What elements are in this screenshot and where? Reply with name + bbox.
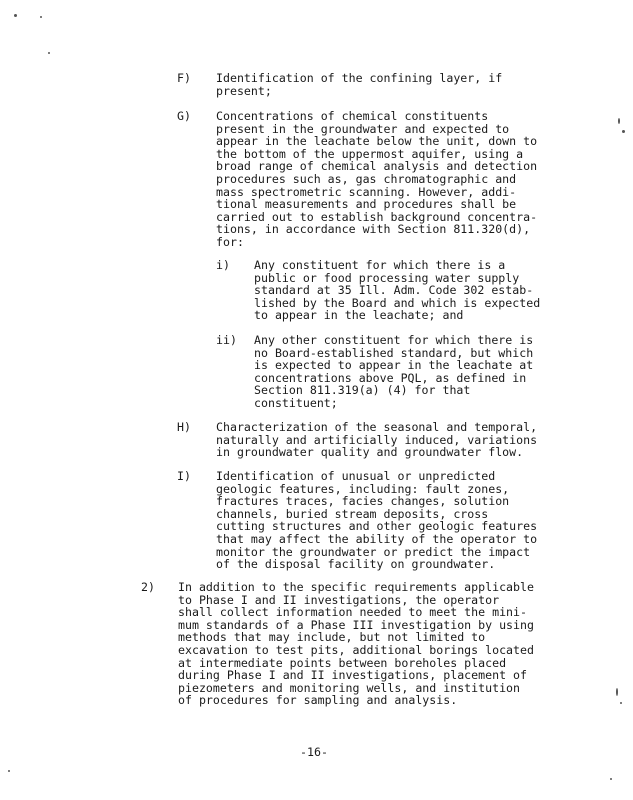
page-number: -16- [300,745,328,759]
scan-speck [14,14,17,17]
item-g-label: G) [177,109,191,123]
scan-speck [48,52,50,54]
item-i-text: Identification of unusual or unpredicted geologic features, including: fault zones, fractures traces, facies changes, solution channels, buried stream deposits, cross cutting structures and other geologic features that may affect the ability of the operator to monitor the groundwater or predict the impact of the disposal facility on groundwater. [216,469,538,572]
item-g-ii-text: Any other constituent for which there is no Board-established standard, but which is expected to appear in the leachate at concentrations above PQL, as defined in Section 811.319(a) (4) for that constituent; [254,333,534,410]
scan-speck [622,130,625,133]
item-h-label: H) [177,420,191,434]
item-g-ii-label: ii) [216,333,237,347]
item-i-label: I) [177,469,191,483]
item-f-text: Identification of the confining layer, if present; [216,71,503,98]
item-2-label: 2) [141,580,155,594]
item-g-text: Concentrations of chemical constituents present in the groundwater and expected to appear in the leachate below the unit, down to the bottom of the uppermost aquifer, using a broad range of chemical analysis and detection procedures such as, gas chromatographic and mass spectrometric scanning. However, addi- tional measurements and procedures shall be carried out to establish background concentra- tions, in accordance with Section 811.320(d), for: [216,109,538,249]
item-2-text: In addition to the specific requirements applicable to Phase I and II investigations, the operator shall collect information needed to meet the mini- mum standards of a Phase III investigation by using methods that may include, but not limited to excavation to test pits, additional borings located at intermediate points between boreholes placed during Phase I and II investigations, placement of piezometers and monitoring wells, and institution of procedures for sampling and analysis. [178,580,534,708]
scan-speck [616,688,618,696]
scan-speck [40,16,42,18]
item-g-i-text: Any constituent for which there is a public or food processing water supply standard at 35 Ill. Adm. Code 302 estab- lished by the Board and which is expected to appear in the leachate; and [254,258,541,323]
item-g-i-label: i) [216,258,230,272]
scan-speck [8,770,10,772]
scan-speck [610,778,612,780]
item-h-text: Characterization of the seasonal and temporal, naturally and artificially induced, variations in groundwater quality and groundwater flow. [216,420,538,460]
scan-speck [618,118,620,124]
scan-speck [620,702,622,704]
item-f-label: F) [177,71,191,85]
